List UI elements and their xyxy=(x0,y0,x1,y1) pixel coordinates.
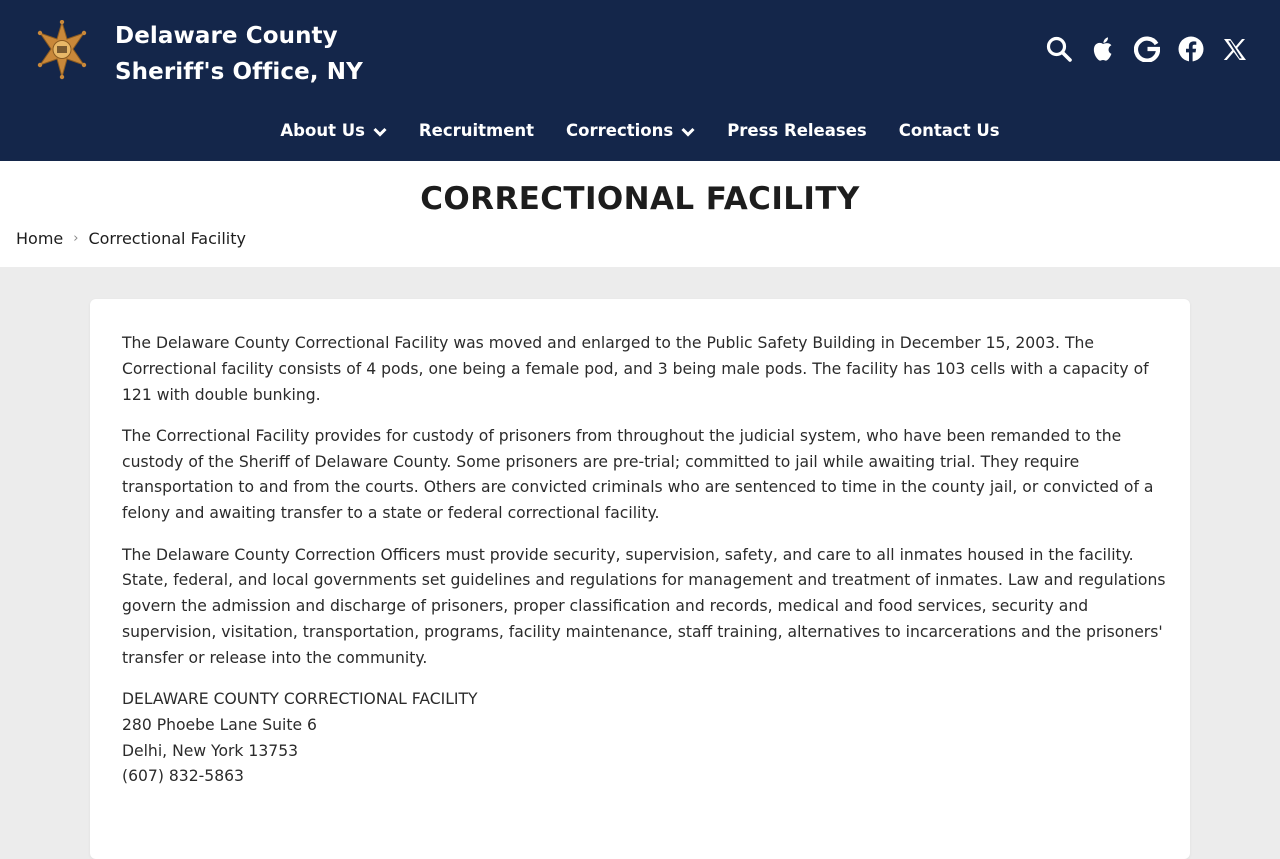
nav-item-label: Contact Us xyxy=(898,121,1000,140)
nav-item-about-us[interactable] xyxy=(280,121,387,140)
content-card xyxy=(90,299,1190,859)
facility-address xyxy=(122,687,1166,790)
site-name xyxy=(115,18,363,90)
facility-phone: (607) 832-5863 xyxy=(122,767,244,786)
nav-item-label: About Us xyxy=(280,121,365,140)
facebook-icon[interactable] xyxy=(1178,35,1204,63)
page-title: CORRECTIONAL FACILITY xyxy=(420,181,860,217)
breadcrumb-home-link[interactable]: Home xyxy=(16,229,64,248)
content-paragraph: The Correctional Facility provides for custody of prisoners from throughout the judicial system, who have been remanded to the custody of the Sheriff of Delaware County. Some prisoners are pre-trial; committed to jail while awaiting trial. They require transportation to and from the courts. Others are convicted criminals who are sentenced to time in the county jail, or convicted of a felony and awaiting transfer to a state or federal correctional facility. xyxy=(122,426,1154,523)
content-paragraph: The Delaware County Correction Officers must provide security, supervision, safety, and care to all inmates housed in the facility. State, federal, and local governments set guidelines and regulations for management and treatment of inmates. Law and regulations govern the admission and discharge of prisoners, proper classification and records, medical and food services, security and supervision, visitation, transportation, programs, facility maintenance, staff training, alternatives to incarcerations and the prisoners' transfer or release into the community. xyxy=(122,545,1166,667)
header-icon-bar xyxy=(1046,35,1248,63)
site-header xyxy=(0,0,1280,161)
nav-item-recruitment[interactable] xyxy=(419,121,534,140)
site-name-line2: Sheriff's Office, NY xyxy=(115,59,363,85)
page-title-bar xyxy=(0,161,1280,267)
site-name-line1: Delaware County xyxy=(115,23,338,49)
content-paragraph: The Delaware County Correctional Facility was moved and enlarged to the Public Safety Building in December 15, 2003. The Correctional facility consists of 4 pods, one being a female pod, and 3 being male pods. The facility has 103 cells with a capacity of 121 with double bunking. xyxy=(122,334,1149,404)
chevron-right-icon: › xyxy=(73,231,79,246)
nav-item-label: Press Releases xyxy=(727,121,867,140)
search-icon[interactable] xyxy=(1046,35,1072,63)
facility-name: DELAWARE COUNTY CORRECTIONAL FACILITY xyxy=(122,690,478,709)
facility-city: Delhi, New York 13753 xyxy=(122,741,299,760)
nav-item-press-releases[interactable] xyxy=(727,121,867,140)
facility-street: 280 Phoebe Lane Suite 6 xyxy=(122,715,317,734)
main-nav xyxy=(0,121,1280,140)
nav-item-corrections[interactable] xyxy=(566,121,695,140)
nav-item-label: Recruitment xyxy=(418,121,535,140)
chevron-down-icon xyxy=(373,127,387,137)
breadcrumb-current: Correctional Facility xyxy=(88,229,246,248)
nav-item-contact-us[interactable] xyxy=(899,121,1000,140)
breadcrumb xyxy=(16,229,246,248)
google-icon[interactable] xyxy=(1134,35,1160,63)
x-icon[interactable] xyxy=(1222,35,1248,63)
nav-item-label: Corrections xyxy=(566,121,674,140)
content-body xyxy=(122,331,1166,790)
sheriff-star-badge-icon xyxy=(36,20,88,80)
chevron-down-icon xyxy=(681,127,695,137)
site-brand[interactable] xyxy=(36,18,363,90)
apple-icon[interactable] xyxy=(1090,35,1116,63)
